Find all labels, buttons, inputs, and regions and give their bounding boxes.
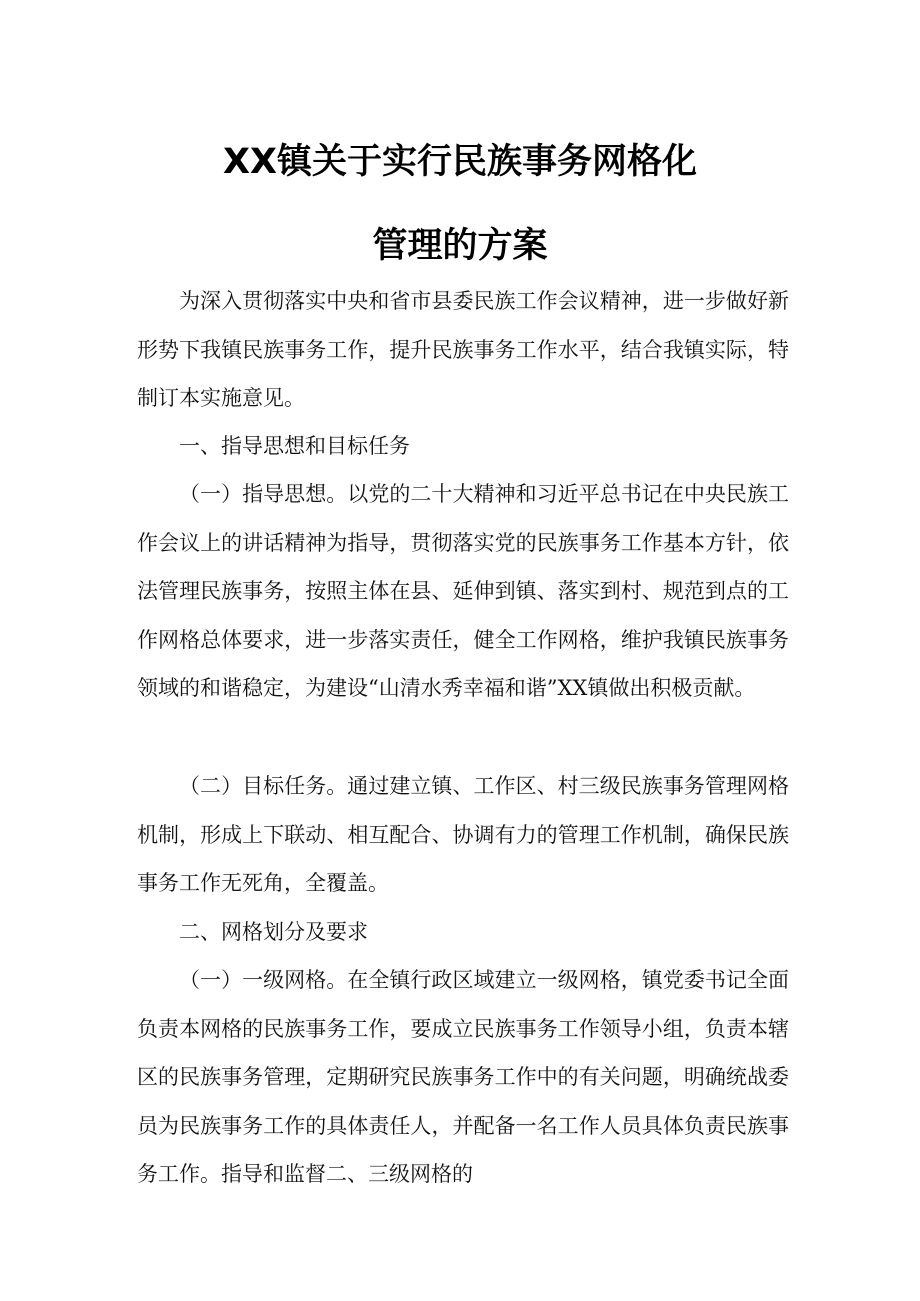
- section-heading-1: 一、指导思想和目标任务: [179, 434, 410, 458]
- document-title-line-1: XX镇关于实行民族事务网格化: [223, 142, 697, 182]
- document-title-line-2: 管理的方案: [372, 226, 548, 266]
- intro-paragraph: 为深入贯彻落实中央和省市县委民族工作会议精神，进一步做好新形势下我镇民族事务工作，提升民族事务工作水平，结合我镇实际，特制订本实施意见。: [137, 289, 789, 411]
- section-heading-2: 二、网格划分及要求: [179, 920, 368, 944]
- first-level-grid-paragraph: （一）一级网格。在全镇行政区域建立一级网格，镇党委书记全面负责本网格的民族事务工作，要成立民族事务工作领导小组，负责本辖区的民族事务管理，定期研究民族事务工作中的有关问题，明确统战委员为民族事务工作的具体责任人，并配备一名工作人员具体负责民族事务工作。指导和监督二、三级网格的: [137, 968, 789, 1187]
- goals-tasks-paragraph: （二）目标任务。通过建立镇、工作区、村三级民族事务管理网格机制，形成上下联动、相互配合、协调有力的管理工作机制，确保民族事务工作无死角，全覆盖。: [137, 774, 789, 896]
- guiding-ideology-paragraph: （一）指导思想。以党的二十大精神和习近平总书记在中央民族工作会议上的讲话精神为指导，贯彻落实党的民族事务工作基本方针，依法管理民族事务，按照主体在县、延伸到镇、落实到村、规范到点的工作网格总体要求，进一步落实责任，健全工作网格，维护我镇民族事务领域的和谐稳定，为建设“山清水秀幸福和谐”XX镇做出积极贡献。: [137, 482, 789, 701]
